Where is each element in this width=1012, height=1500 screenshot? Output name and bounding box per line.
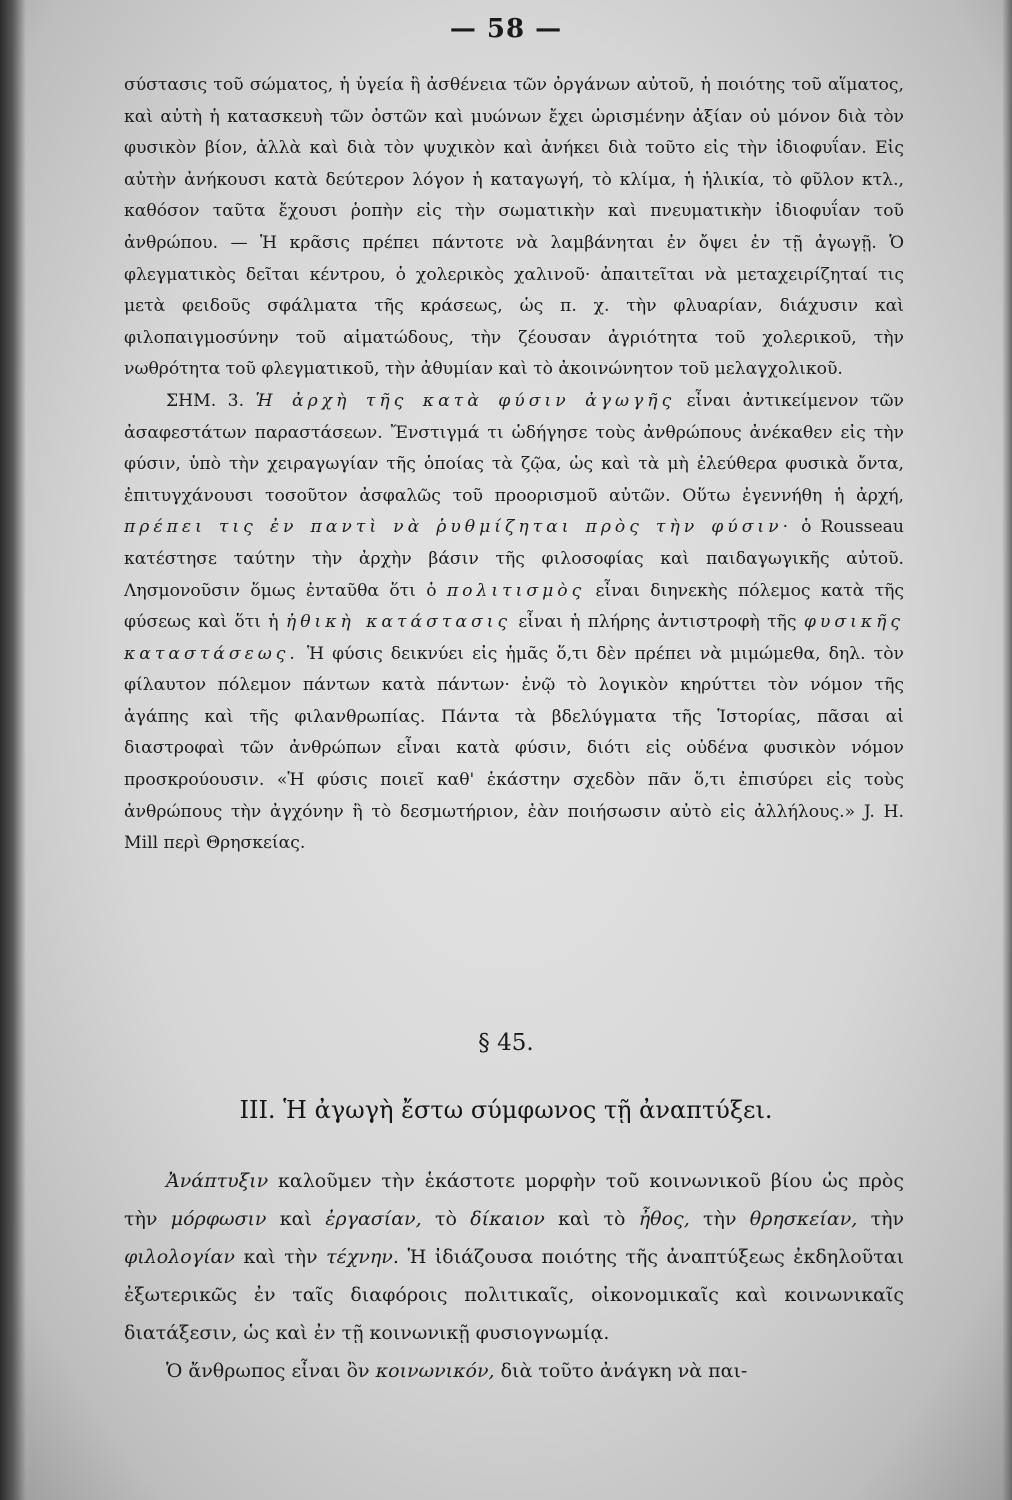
note-text: εἶναι ἀντικείμενον τῶν ἀσαφεστάτων παραστάσεων. Ἔνστιγμά τι ὡδήγησε τοὺς ἀνθρώπους ἀνέκαθεν εἰς τὴν φύσιν, ὑπὸ τὴν χειραγωγίαν τῆς ὁποίας τὰ ζῷα, ὡς καὶ τὰ μὴ ἐλεύθερα φυσικὰ ὄντα, ἐπιτυγχάνουσι τοσοῦτον ἀσφαλῶς τοῦ προορισμοῦ αὐτῶν. Οὕτω ἐγεννήθη ἡ ἀρχή, [124,390,904,506]
text-run: διὰ τοῦτο ἀνάγκη νὰ παι- [500,1360,748,1382]
italic-term: δίκαιον [470,1208,545,1230]
italic-term: ἐργασίαν, [325,1208,422,1230]
italic-term: Ἀνάπτυξιν [166,1170,269,1192]
note-text: εἶναι ἡ πλήρης ἀντιστροφὴ τῆς [518,612,797,633]
italic-term: θρησκείαν, [749,1208,858,1230]
italic-term: τέχνην. [326,1246,399,1268]
note-spaced-phrase: ἠθικὴ κατάστασις [285,612,512,633]
section-body [124,1162,904,1390]
paragraph-temperament: σύστασις τοῦ σώματος, ἡ ὑγεία ἢ ἀσθένεια τῶν ὀργάνων αὐτοῦ, ἡ ποιότης τοῦ αἵματος, καὶ αὐτὴ ἡ κατασκευὴ τῶν ὀστῶν καὶ μυώνων ἔχει ὡρισμένην ἀξίαν οὐ μόνον διὰ τὸν φυσικὸν βίον, ἀλλὰ καὶ διὰ τὸν ψυχικὸν καὶ ἀνήκει διὰ τοῦτο εἰς τὴν ἰδιοφυΐαν. Εἰς αὐτὴν ἀνήκουσι κατὰ δεύτερον λόγον ἡ καταγωγή, τὸ κλίμα, ἡ ἡλικία, τὸ φῦλον κτλ., καθόσον ταῦτα ἔχουσι ῥοπὴν εἰς τὴν σωματικὴν καὶ πνευματικὴν ἰδιοφυΐαν τοῦ ἀνθρώπου. — Ἡ κρᾶσις πρέπει πάντοτε νὰ λαμβάνηται ἐν ὄψει ἐν τῇ ἀγωγῇ. Ὁ φλεγματικὸς δεῖται κέντρου, ὁ χολερικὸς χαλινοῦ· ἀπαιτεῖται νὰ μεταχειρίζηταί τις μετὰ φειδοῦς σφάλματα τῆς κράσεως, ὡς π. χ. τὴν φλυαρίαν, διάχυσιν καὶ φιλοπαιγμοσύνην τοῦ αἱματώδους, τὴν ζέουσαν ἀγριότητα τοῦ χολερικοῦ, τὴν νωθρότητα τοῦ φλεγματικοῦ, τὴν ἀθυμίαν καὶ τὸ ἀκοινώνητον τοῦ μελαγχολικοῦ. [124,75,904,380]
section-number: § 45. [478,1030,534,1056]
text-run: τὴν [870,1208,905,1230]
paragraph-social-being [124,1352,904,1390]
italic-term: φιλολογίαν [124,1246,235,1268]
note-text: εἶναι διηνεκὴς πόλεμος κατὰ τῆς φύσεως καὶ ὅτι ἡ [124,580,904,633]
note-spaced-phrase: φυσικῆς καταστάσεως. [124,612,905,664]
note-spaced-phrase: Ἡ ἀρχὴ τῆς κατὰ φύσιν ἀγωγῆς [255,390,676,411]
italic-term: κοινωνικόν, [375,1360,495,1382]
text-run: Ἡ ἰδιάζουσα ποιότης τῆς ἀναπτύξεως ἐκδηλοῦται ἐξωτερικῶς ἐν ταῖς διαφόροις πολιτικαῖς, οἰκονομικαῖς καὶ κοινωνικαῖς διατάξεσιν, ὡς καὶ ἐν τῇ κοινωνικῇ φυσιογνωμίᾳ. [124,1246,905,1344]
paragraph-development [124,1162,904,1352]
text-run: καὶ [279,1208,312,1230]
text-run: Ὁ ἄνθρωπος εἶναι ὂν [166,1360,370,1382]
text-run: καλοῦμεν τὴν ἑκάστοτε μορφὴν τοῦ κοινωνικοῦ βίου ὡς πρὸς τὴν [124,1170,904,1230]
note-label: ΣΗΜ. 3. [166,390,245,411]
section-title: III. Ἡ ἀγωγὴ ἔστω σύμφωνος τῇ ἀναπτύξει. [239,1096,773,1124]
italic-term: ἦθος, [638,1208,690,1230]
italic-term: μόρφωσιν [170,1208,267,1230]
text-run: τὸ [434,1208,457,1230]
note-3 [124,386,904,860]
main-text [124,70,904,860]
text-run: τὴν [703,1208,737,1230]
text-run: καὶ τὸ [558,1208,626,1230]
text-run: καὶ τὴν [243,1246,318,1268]
page-number-header: — 58 — [449,14,563,44]
note-spaced-phrase: πρέπει τις ἐν παντὶ νὰ ῥυθμίζηται πρὸς τὴν φύσιν· [124,517,793,538]
note-text: ὁ Rousseau κατέστησε ταύτην τὴν ἀρχὴν βάσιν τῆς φιλοσοφίας καὶ παιδαγωγικῆς αὐτοῦ. Λησμονοῦσιν ὅμως ἐνταῦθα ὅτι ὁ [124,517,904,601]
note-spaced-phrase: πολιτισμὸς [446,580,586,601]
note-text: Ἡ φύσις δεικνύει εἰς ἡμᾶς ὅ,τι δὲν πρέπει νὰ μιμώμεθα, δηλ. τὸν φίλαυτον πόλεμον πάντων κατὰ πάντων· ἐνῷ τὸ λογικὸν κηρύττει τὸν νόμον τῆς ἀγάπης καὶ τῆς φιλανθρωπίας. Πάντα τὰ βδελύγματα τῆς Ἱστορίας, πᾶσαι αἱ διαστροφαὶ τῶν ἀνθρώπων εἶναι κατὰ φύσιν, διότι εἰς οὐδένα φυσικὸν νόμον προσκρούουσιν. «Ἡ φύσις ποιεῖ καθ' ἑκάστην σχεδὸν πᾶν ὅ,τι ἐπισύρει εἰς τοὺς ἀνθρώπους τὴν ἀγχόνην ἢ τὸ δεσμωτήριον, ἐὰν ποιήσωσιν αὐτὸ εἰς ἀλλήλους.» J. H. Mill περὶ Θρησκείας. [124,643,904,854]
